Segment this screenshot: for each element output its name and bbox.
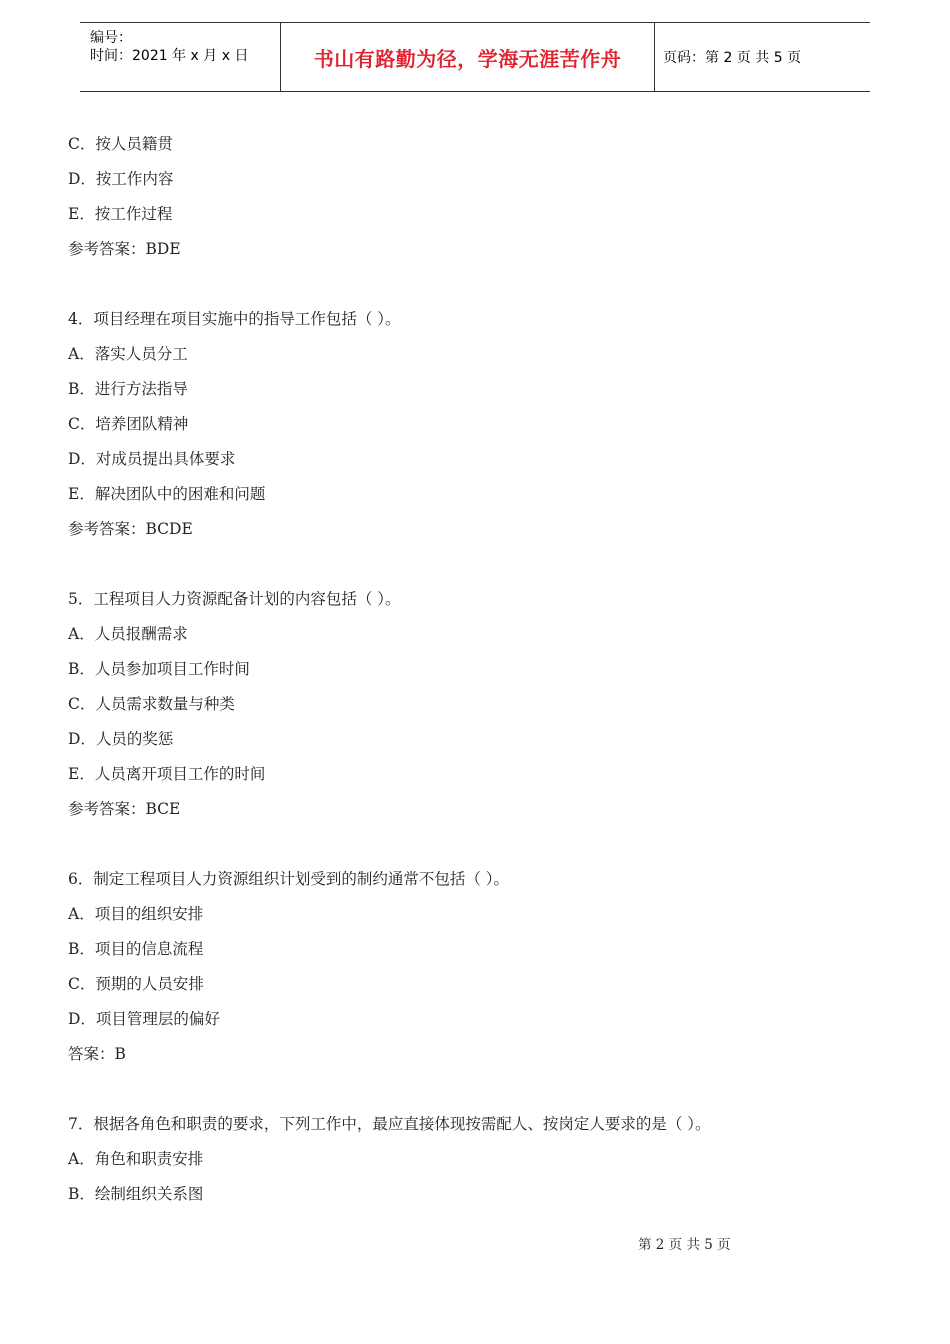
paragraph-gap	[68, 267, 888, 302]
page-footer: 第 2 页 共 5 页	[638, 1237, 731, 1253]
document-body	[68, 127, 888, 1212]
option-text: E．人员离开项目工作的时间	[68, 765, 266, 783]
option-text: B．项目的信息流程	[68, 940, 204, 958]
header-info-cell	[80, 23, 281, 91]
answer-text: 参考答案：BDE	[68, 240, 181, 258]
question-text: 4．项目经理在项目实施中的指导工作包括（ ）。	[68, 310, 401, 328]
option-text: E．按工作过程	[68, 205, 173, 223]
answer-text: 答案：B	[68, 1045, 126, 1063]
option-text: E．解决团队中的困难和问题	[68, 485, 266, 503]
option-text: C．人员需求数量与种类	[68, 695, 235, 713]
option-text: A．角色和职责安排	[68, 1150, 204, 1168]
paragraph-gap	[68, 827, 888, 862]
answer-text: 参考答案：BCE	[68, 800, 181, 818]
document-time-label: 时间：2021 年 x 月 x 日	[90, 48, 249, 64]
page-header	[80, 22, 870, 92]
option-text: C．按人员籍贯	[68, 135, 173, 153]
header-motto-cell	[281, 23, 655, 91]
header-motto: 书山有路勤为径，学海无涯苦作舟	[313, 46, 622, 71]
option-text: B．绘制组织关系图	[68, 1185, 204, 1203]
header-page-code: 页码：第 2 页 共 5 页	[663, 50, 802, 66]
question-text: 6．制定工程项目人力资源组织计划受到的制约通常不包括（ ）。	[68, 870, 510, 888]
option-text: B．进行方法指导	[68, 380, 188, 398]
document-number-label: 编号：	[90, 30, 132, 46]
question-text: 7．根据各角色和职责的要求，下列工作中，最应直接体现按需配人、按岗定人要求的是（ ）。	[68, 1115, 711, 1133]
option-text: D．按工作内容	[68, 170, 174, 188]
option-text: C．培养团队精神	[68, 415, 189, 433]
option-text: A．落实人员分工	[68, 345, 188, 363]
paragraph-gap	[68, 547, 888, 582]
answer-text: 参考答案：BCDE	[68, 520, 193, 538]
question-text: 5．工程项目人力资源配备计划的内容包括（ ）。	[68, 590, 401, 608]
option-text: B．人员参加项目工作时间	[68, 660, 250, 678]
option-text: D．项目管理层的偏好	[68, 1010, 220, 1028]
option-text: A．项目的组织安排	[68, 905, 204, 923]
option-text: C．预期的人员安排	[68, 975, 204, 993]
option-text: A．人员报酬需求	[68, 625, 188, 643]
option-text: D．对成员提出具体要求	[68, 450, 236, 468]
option-text: D．人员的奖惩	[68, 730, 174, 748]
paragraph-gap	[68, 1072, 888, 1107]
